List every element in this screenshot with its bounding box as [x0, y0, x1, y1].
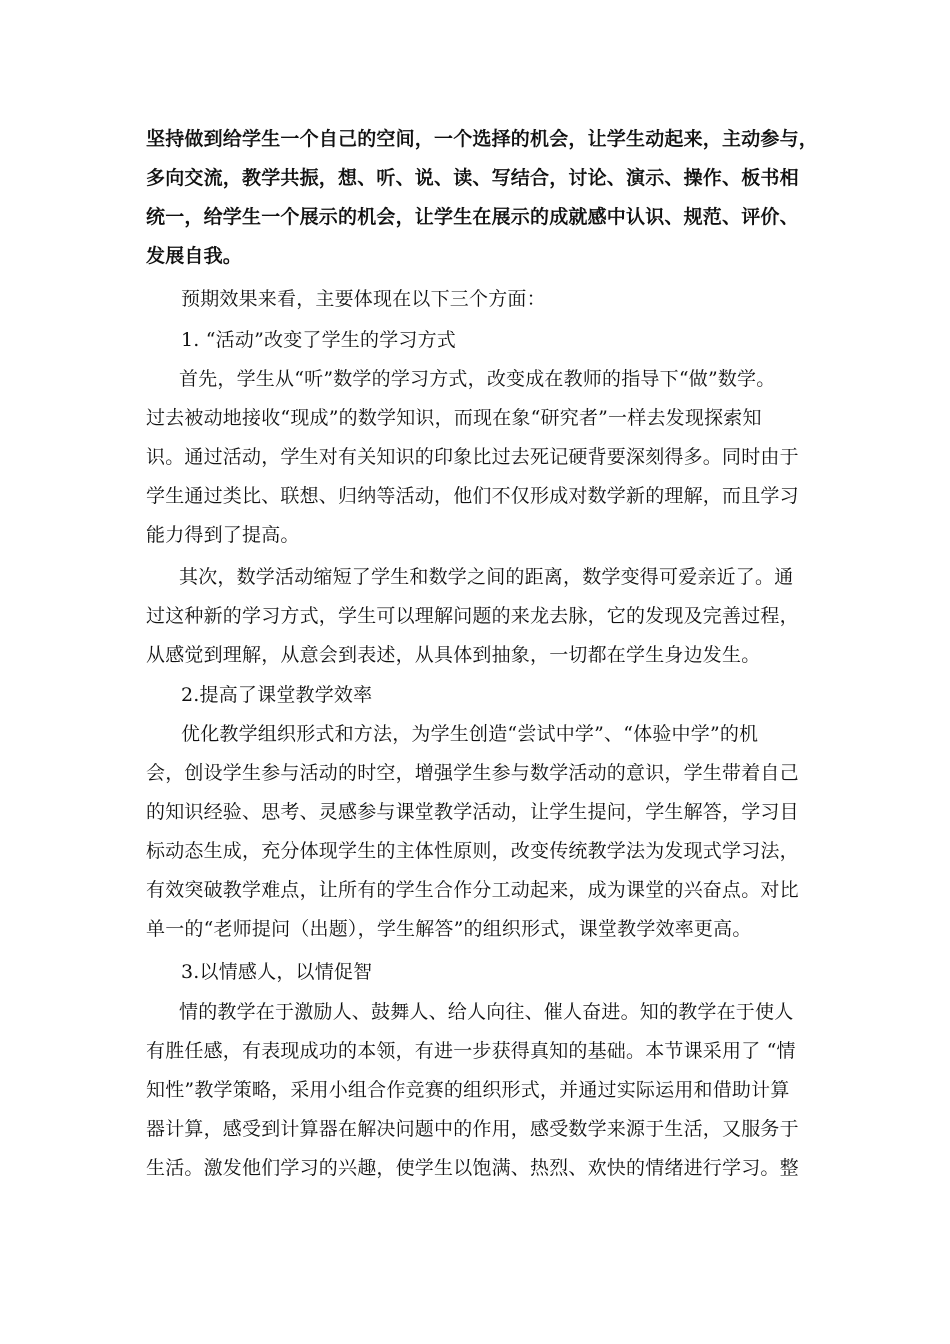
text-line: 统一，给学生一个展示的机会，让学生在展示的成就感中认识、规范、评价、: [146, 206, 799, 228]
text-line: 优化教学组织形式和方法，为学生创造“尝试中学”、“体验中学”的机: [181, 723, 759, 745]
text-line: 坚持做到给学生一个自己的空间，一个选择的机会，让学生动起来，主动参与，: [146, 128, 819, 150]
section-intro: 预期效果来看，主要体现在以下三个方面：: [181, 288, 546, 310]
heading-1: 1. “活动”改变了学生的学习方式: [181, 329, 456, 351]
text-line: 生活。激发他们学习的兴趣，使学生以饱满、热烈、欢快的情绪进行学习。整: [146, 1157, 799, 1179]
heading-3: 3.以情感人，以情促智: [181, 961, 373, 983]
text-line: 首先，学生从“听”数学的学习方式，改变成在教师的指导下“做”数学。: [179, 368, 776, 390]
text-line: 知性”教学策略，采用小组合作竞赛的组织形式，并通过实际运用和借助计算: [146, 1079, 790, 1101]
text-line: 过这种新的学习方式，学生可以理解问题的来龙去脉，它的发现及完善过程，: [146, 605, 799, 627]
text-line: 识。通过活动，学生对有关知识的印象比过去死记硬背要深刻得多。同时由于: [146, 446, 799, 468]
text-line: 的知识经验、思考、灵感参与课堂教学活动，让学生提问，学生解答，学习目: [146, 801, 799, 823]
text-line: 过去被动地接收“现成”的数学知识，而现在象“研究者”一样去发现探索知: [146, 407, 762, 429]
text-line: 从感觉到理解，从意会到表述，从具体到抽象，一切都在学生身边发生。: [146, 644, 761, 666]
text-line: 有胜任感，有表现成功的本领，有进一步获得真知的基础。本节课采用了 “情: [146, 1040, 796, 1062]
text-line: 多向交流，教学共振，想、听、说、读、写结合，讨论、演示、操作、板书相: [146, 167, 799, 189]
text-line: 器计算，感受到计算器在解决问题中的作用，感受数学来源于生活，又服务于: [146, 1118, 799, 1140]
heading-2: 2.提高了课堂教学效率: [181, 684, 373, 706]
text-line: 学生通过类比、联想、归纳等活动，他们不仅形成对数学新的理解，而且学习: [146, 485, 799, 507]
text-line: 有效突破教学难点，让所有的学生合作分工动起来，成为课堂的兴奋点。对比: [146, 879, 799, 901]
text-line: 标动态生成，充分体现学生的主体性原则，改变传统教学法为发现式学习法，: [146, 840, 799, 862]
text-line: 能力得到了提高。: [146, 524, 300, 546]
text-line: 单一的“老师提问（出题），学生解答”的组织形式，课堂教学效率更高。: [146, 918, 752, 940]
text-line: 会，创设学生参与活动的时空，增强学生参与数学活动的意识，学生带着自己: [146, 762, 799, 784]
text-line: 其次，数学活动缩短了学生和数学之间的距离，数学变得可爱亲近了。通: [179, 566, 794, 588]
text-line: 情的教学在于激励人、鼓舞人、给人向往、催人奋进。知的教学在于使人: [179, 1001, 794, 1023]
text-line: 发展自我。: [146, 245, 243, 267]
